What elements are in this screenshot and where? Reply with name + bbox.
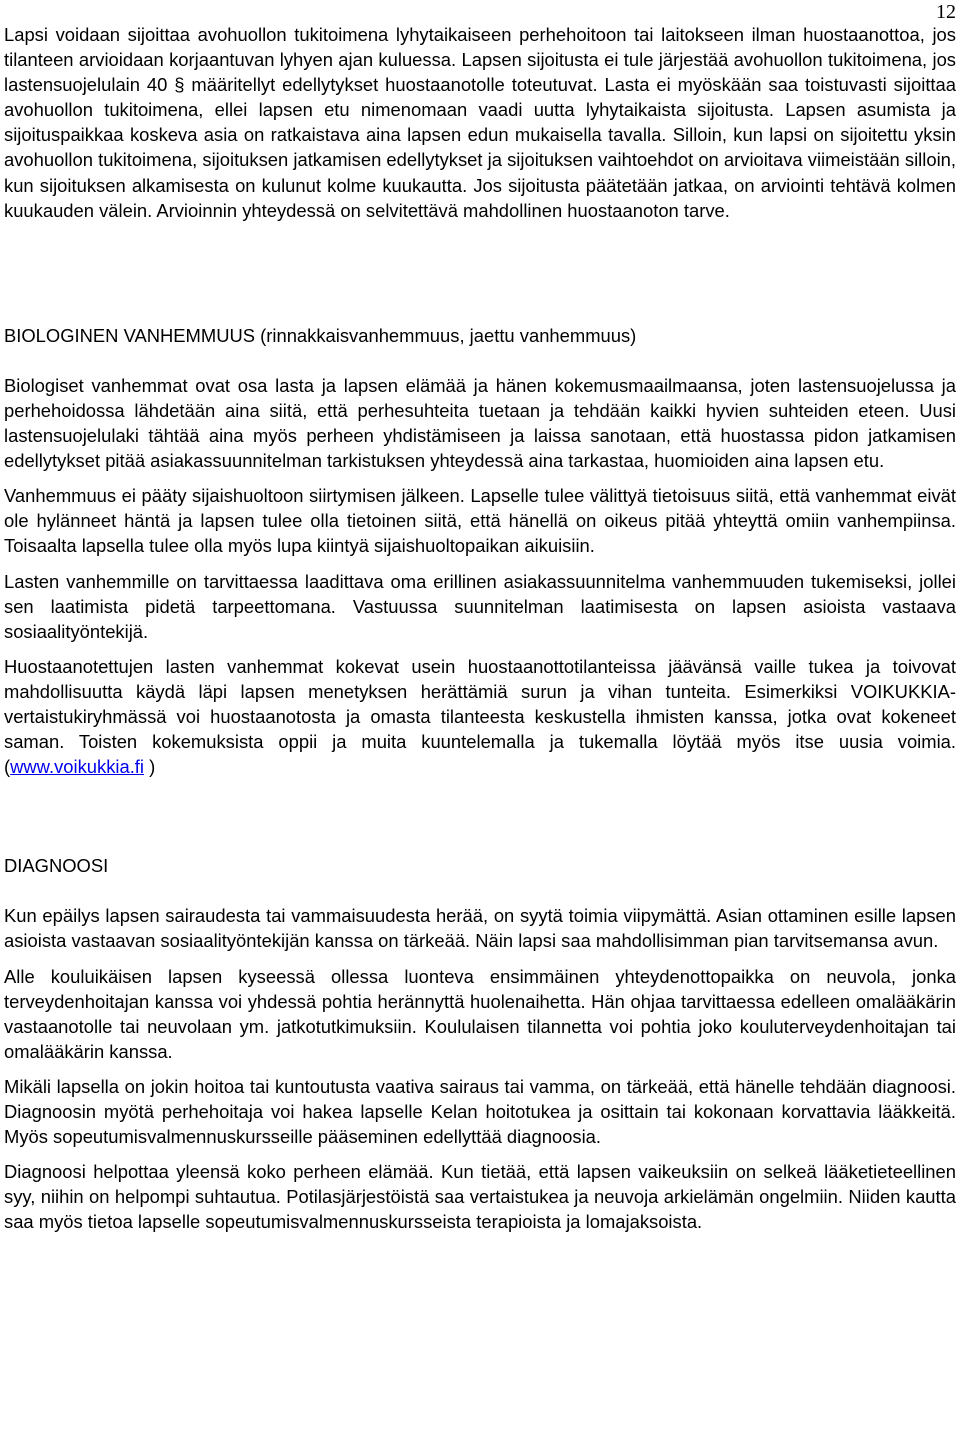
paragraph-vanhemmuus-ei-paaty: Vanhemmuus ei pääty sijaishuoltoon siirtymisen jälkeen. Lapselle tulee välittyä tietoisuus siitä, että vanhemmat eivät ole hylänneet häntä ja lapsen tulee olla tietoinen siitä, että hänellä on oikeus pitää yhteyttä omiin vanhempiinsa. Toisaalta lapsella tulee olla myös lupa kiintyä sijaishuoltopaikan aikuisiin. [4, 485, 956, 557]
spacer [4, 878, 956, 903]
paragraph-text: Huostaanotettujen lasten vanhemmat kokevat usein huostaanottotilanteissa jäävänsä vaille tukea ja toivovat mahdollisuutta käydä läpi lapsen menetyksen herättämiä surun ja vihan tunteita. Esimerkiksi VOIKUKKIA- vertaistukiryhmässä voi huostaanotosta ja omasta tilanteesta keskustella ihmisten kanssa, jotka ovat kokeneet saman. Toisten kokemuksista oppii ja muita kuuntelemalla ja tukemalla löytää myös itse uusia voimia. ( [4, 655, 956, 778]
document-body [4, 22, 956, 1234]
paragraph-huostaanotettujen-vanhemmat [4, 654, 956, 779]
heading-diagnoosi: DIAGNOOSI [4, 855, 109, 877]
paragraph-alle-kouluikainen: Alle kouluikäisen lapsen kyseessä ollessa luonteva ensimmäinen yhteydenottopaikka on neuvola, jonka terveydenhoitajan kanssa voi yhdessä pohtia herännyttä huolenaihetta. Hän ohjaa tarvittaessa edelleen omalääkärin vastaanotolle tai neuvolaan ym. jatkotutkimuksiin. Koululaisen tilannetta voi pohtia joko kouluterveydenhoitajan tai omalääkärin kanssa. [4, 965, 956, 1062]
spacer [4, 559, 956, 569]
paragraph-asiakassuunnitelma: Lasten vanhemmille on tarvittaessa laadittava oma erillinen asiakassuunnitelma vanhemmuuden tukemiseksi, jollei sen laatimista pidetä tarpeettomana. Vastuussa suunnitelman laatimisesta on lapsen asioista vastaava sosiaalityöntekijä. [4, 570, 956, 642]
paragraph-epailys: Kun epäilys lapsen sairaudesta tai vammaisuudesta herää, on syytä toimia viipymättä. Asian ottaminen esille lapsen asioista vastaavan sosiaalityöntekijän kanssa on tärkeää. Näin lapsi saa mahdollisimman pian tarvitsemansa avun. [4, 905, 956, 952]
paragraph-diagnoosi-helpottaa: Diagnoosi helpottaa yleensä koko perheen elämää. Kun tietää, että lapsen vaikeuksiin on selkeä lääketieteellinen syy, niihin on helpompi suhtautua. Potilasjärjestöistä saa vertaistukea ja neuvoja arkielämän ongelmiin. Niiden kautta saa myös tietoa lapselle sopeutumisvalmennuskursseista terapioista ja lomajaksoista. [4, 1161, 956, 1233]
paragraph-text-end: ) [144, 756, 156, 778]
spacer [4, 348, 956, 373]
spacer [4, 644, 956, 654]
spacer [4, 779, 956, 853]
spacer [4, 1064, 956, 1074]
intro-paragraph: Lapsi voidaan sijoittaa avohuollon tukitoimena lyhytaikaiseen perhehoitoon tai laitokseen ilman huostaanottoa, jos tilanteen arvioidaan korjaantuvan lyhyen ajan kuluessa. Lapsen sijoitusta ei tule järjestää avohuollon tukitoimena, jos lastensuojelulain 40 § määritellyt edellytykset huostaanotolle toteutuvat. Lasta ei myöskään saa toistuvasti sijoittaa avohuollon tukitoimena, ellei lapsen etu nimenomaan vaadi uutta lyhytaikaista sijoitusta. Lapsen asumista ja sijoituspaikkaa koskeva asia on ratkaistava aina lapsen edun mukaisella tavalla. Silloin, kun lapsi on sijoitettu yksin avohuollon tukitoimena, sijoituksen jatkamisen edellytykset ja sijoituksen vaihtoehdot on arvioitava viimeistään silloin, kun sijoituksen alkamisesta on kulunut kolme kuukautta. Jos sijoitusta päätetään jatkaa, on arviointi tehtävä kolmen kuukauden välein. Arvioinnin yhteydessä on selvitettävä mahdollinen huostaanoton tarve. [4, 24, 956, 221]
spacer [4, 473, 956, 483]
spacer [4, 1149, 956, 1159]
spacer [4, 223, 956, 323]
heading-biologinen-vanhemmuus: BIOLOGINEN VANHEMMUUS (rinnakkaisvanhemmuus, jaettu vanhemmuus) [4, 324, 637, 346]
page-number: 12 [936, 1, 956, 23]
paragraph-diagnoosi-tarve: Mikäli lapsella on jokin hoitoa tai kuntoutusta vaativa sairaus tai vamma, on tärkeää, että hänelle tehdään diagnoosi. Diagnoosin myötä perhehoitaja voi hakea lapselle Kelan hoitotukea ja osittain tai kokonaan korvattavia lääkkeitä. Myös sopeutumisvalmennuskursseille pääseminen edellyttää diagnoosia. [4, 1075, 956, 1148]
spacer [4, 954, 956, 964]
paragraph-biologiset-vanhemmat: Biologiset vanhemmat ovat osa lasta ja lapsen elämää ja hänen kokemusmaailmaansa, joten lastensuojelussa ja perhehoidossa lähdetään aina siitä, että perhesuhteita tuetaan ja tehdään kaikki hyvien suhteiden eteen. Uusi lastensuojelulaki tähtää aina myös perheen yhdistämiseen ja laissa sanotaan, että huostassa pidon jatkamisen edellytykset pitää asiakassuunnitelman tarkistuksen yhteydessä aina tarkastaa, huomioiden aina lapsen etu. [4, 374, 956, 472]
voikukkia-link[interactable]: www.voikukkia.fi [10, 756, 145, 778]
